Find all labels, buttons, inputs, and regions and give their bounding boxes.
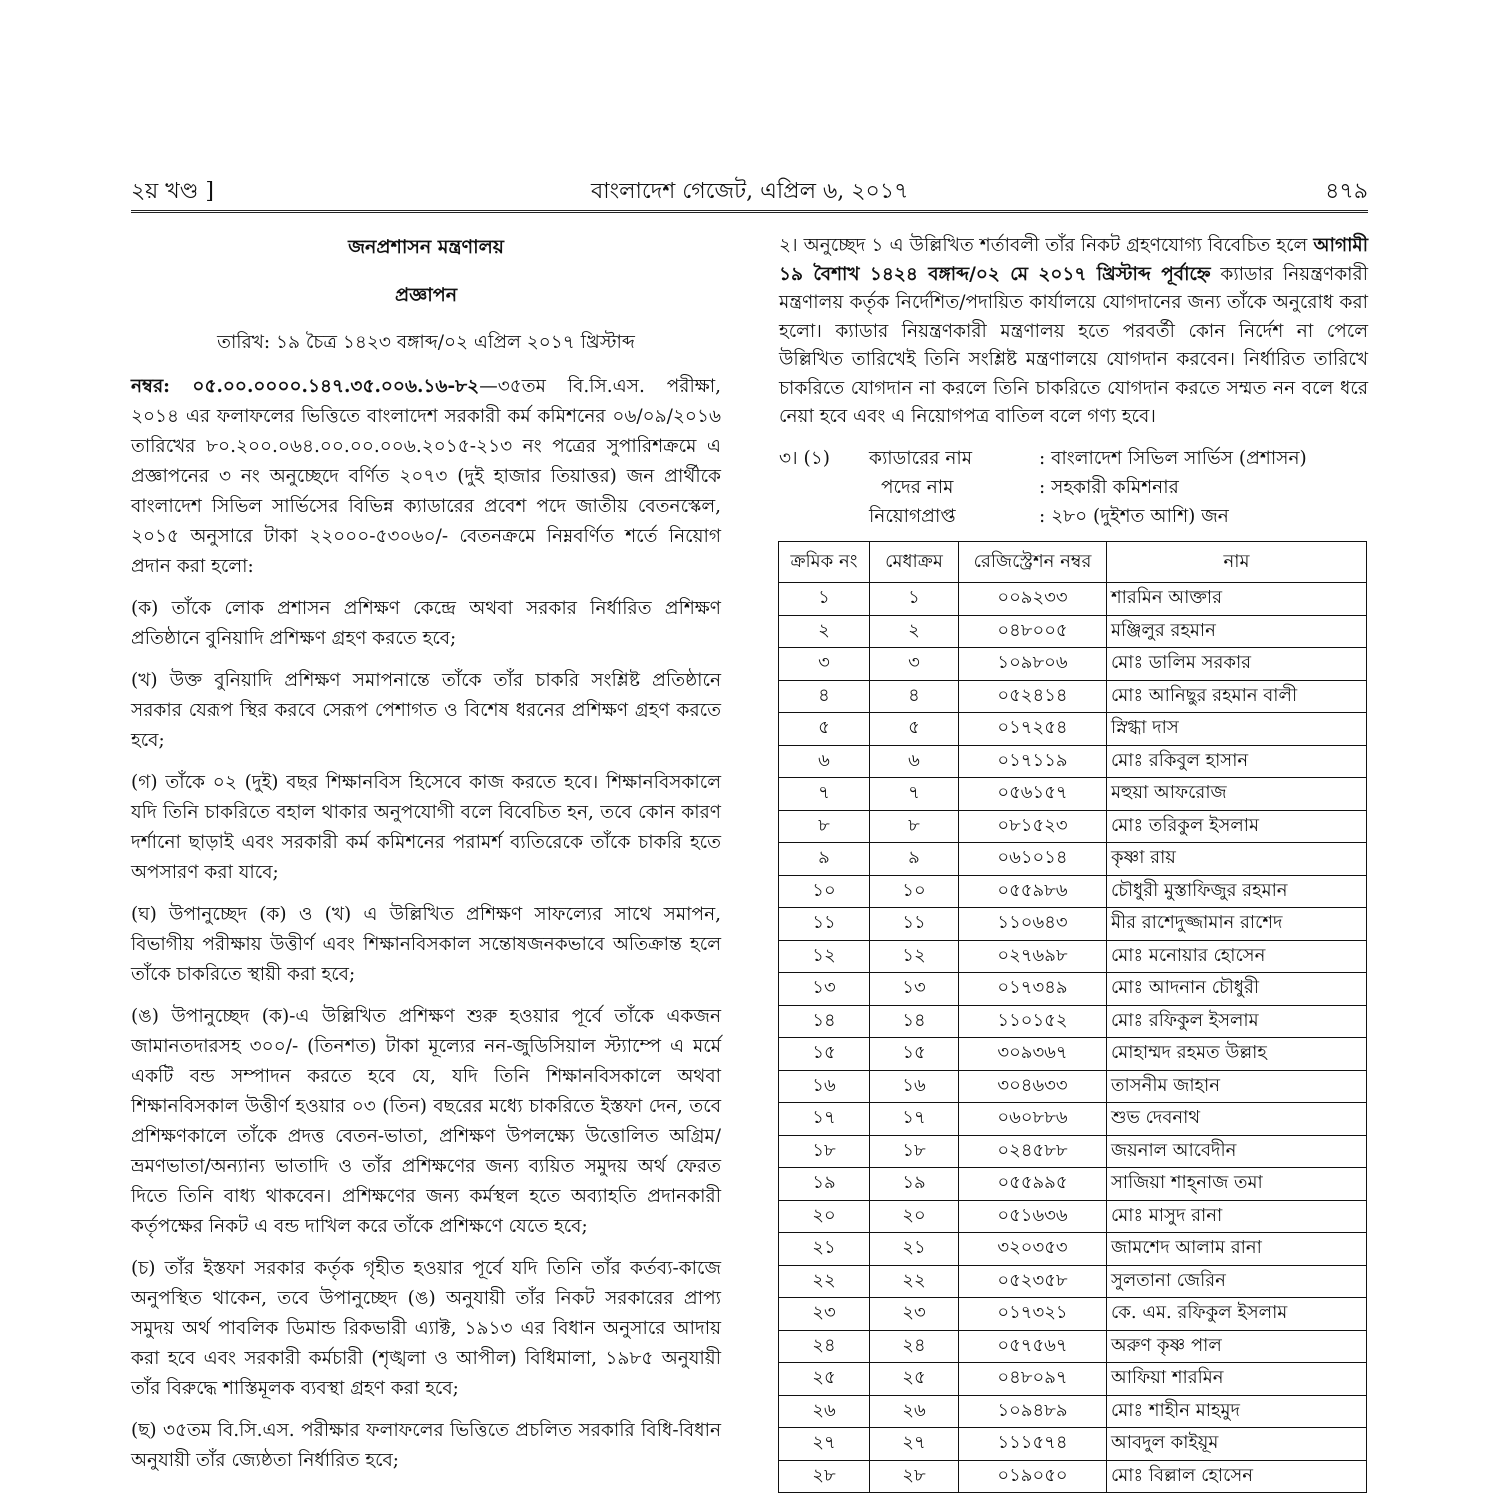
table-row [779,1428,1367,1461]
clause-1: (খ) উক্ত বুনিয়াদি প্রশিক্ষণ সমাপনান্তে তাঁকে তাঁর চাকরি সংশ্লিষ্ট প্রতিষ্ঠানে সরকার যেরূপ স্থির করবে সেরূপ পেশাগত ও বিশেষ ধরনের প্রশিক্ষণ গ্রহণ করতে হবে; [131,670,721,751]
registration-cell: ০৬০৮৮৬ [959,1103,1107,1136]
name-cell: মঞ্জিলুর রহমান [1107,615,1367,648]
registration-cell: ৩২০৩৫৩ [959,1233,1107,1266]
merit-cell: ১৫ [870,1038,959,1071]
table-row [779,713,1367,746]
serial-cell: ৬ [779,745,870,778]
merit-cell: ৭ [870,778,959,811]
serial-cell: ২৮ [779,1460,870,1493]
merit-cell: ১৭ [870,1103,959,1136]
col-merit: মেধাক্রম [870,542,959,583]
cadre-info [779,444,1368,531]
registration-cell: ১১১৫৭৪ [959,1428,1107,1461]
serial-cell: ২৫ [779,1363,870,1396]
notice-title: প্রজ্ঞাপন [394,284,458,306]
registration-cell: ০৪৮০৯৭ [959,1363,1107,1396]
serial-cell: ২৩ [779,1298,870,1331]
name-cell: মোঃ মনোয়ার হোসেন [1107,940,1367,973]
merit-cell: ১১ [870,908,959,941]
table-row [779,1038,1367,1071]
table-row [779,843,1367,876]
name-cell: তাসনীম জাহান [1107,1070,1367,1103]
registration-cell: ৩০৪৬৩৩ [959,1070,1107,1103]
registration-cell: ০৪৮০০৫ [959,615,1107,648]
serial-cell: ২৬ [779,1395,870,1428]
table-row [779,875,1367,908]
merit-cell: ২৮ [870,1460,959,1493]
name-cell: কৃষ্ণা রায় [1107,843,1367,876]
table-row [779,745,1367,778]
name-cell: সাজিয়া শাহ্‌নাজ তমা [1107,1168,1367,1201]
gazette-title: বাংলাদেশ গেজেট, এপ্রিল ৬, ২০১৭ [591,179,909,204]
notice-date: তারিখ: ১৯ চৈত্র ১৪২৩ বঙ্গাব্দ/০২ এপ্রিল ২০১৭ খ্রিস্টাব্দ [217,332,635,353]
name-cell: মীর রাশেদুজ্জামান রাশেদ [1107,908,1367,941]
name-cell: কে. এম. রফিকুল ইসলাম [1107,1298,1367,1331]
name-cell: জামশেদ আলাম রানা [1107,1233,1367,1266]
registration-cell: ০১৭২৫৪ [959,713,1107,746]
serial-cell: ১৪ [779,1005,870,1038]
serial-cell: ২৪ [779,1330,870,1363]
registration-cell: ১১০৬৪৩ [959,908,1107,941]
registration-cell: ০৫১৬৩৬ [959,1200,1107,1233]
table-row [779,1265,1367,1298]
table-row [779,1330,1367,1363]
clause-5: (চ) তাঁর ইস্তফা সরকার কর্তৃক গৃহীত হওয়ার পূর্বে যদি তিনি তাঁর কর্তব্য-কাজে অনুপস্থিত থাকেন, তবে উপানুচ্ছেদ (ঙ) অনুযায়ী তাঁর নিকট সরকারের প্রাপ্য সমুদয় অর্থ পাবলিক ডিমান্ড রিকভারী এ্যাক্ট, ১৯১৩ এর বিধান অনুসারে আদায় করা হবে এবং সরকারী কর্মচারী (শৃঙ্খলা ও আপীল) বিধিমালা, ১৯৮৫ অনুযায়ী তাঁর বিরুদ্ধে শাস্তিমূলক ব্যবস্থা গ্রহণ করা হবে; [131,1258,721,1399]
merit-cell: ৪ [870,680,959,713]
registration-cell: ০৬১০১৪ [959,843,1107,876]
serial-cell: ১৬ [779,1070,870,1103]
col-name: নাম [1107,542,1367,583]
table-row [779,583,1367,616]
registration-cell: ০০৯২৩৩ [959,583,1107,616]
table-row [779,1168,1367,1201]
registration-cell: ১০৯৮০৬ [959,648,1107,681]
merit-cell: ৫ [870,713,959,746]
reference-number: নম্বর: ০৫.০০.০০০০.১৪৭.৩৫.০০৬.১৬-৮২ [131,376,480,397]
table-row [779,615,1367,648]
name-cell: চৌধুরী মুস্তাফিজুর রহমান [1107,875,1367,908]
merit-cell: ১৪ [870,1005,959,1038]
name-cell: মহুয়া আফরোজ [1107,778,1367,811]
serial-cell: ১২ [779,940,870,973]
serial-cell: ১৮ [779,1135,870,1168]
serial-cell: ১৯ [779,1168,870,1201]
serial-cell: ১০ [779,875,870,908]
para-2-text: ২। অনুচ্ছেদ ১ এ উল্লিখিত শর্তাবলী তাঁর নিকট গ্রহণযোগ্য বিবেচিত হলে [779,235,1314,256]
serial-cell: ২১ [779,1233,870,1266]
table-row [779,1070,1367,1103]
count-value: : ২৮০ (দুইশত আশি) জন [1039,505,1229,527]
serial-cell: ২০ [779,1200,870,1233]
registration-cell: ০৫২৩৫৮ [959,1265,1107,1298]
cadre-value: : বাংলাদেশ সিভিল সার্ভিস (প্রশাসন) [1039,447,1307,469]
table-row [779,778,1367,811]
merit-cell: ২২ [870,1265,959,1298]
clause-3: (ঘ) উপানুচ্ছেদ (ক) ও (খ) এ উল্লিখিত প্রশিক্ষণ সাফল্যের সাথে সমাপন, বিভাগীয় পরীক্ষায় উত্তীর্ণ এবং শিক্ষানবিসকাল সন্তোষজনকভাবে অতিক্রান্ত হলে তাঁকে চাকরিতে স্থায়ী করা হবে; [131,904,721,985]
name-cell: মোঃ শাহীন মাহমুদ [1107,1395,1367,1428]
col-serial: ক্রমিক নং [779,542,870,583]
right-column [779,232,1368,531]
name-cell: জয়নাল আবেদীন [1107,1135,1367,1168]
table-row [779,1103,1367,1136]
merit-cell: ২০ [870,1200,959,1233]
merit-cell: ১৮ [870,1135,959,1168]
merit-cell: ৯ [870,843,959,876]
serial-cell: ১ [779,583,870,616]
table-row [779,680,1367,713]
registration-cell: ০৮১৫২৩ [959,810,1107,843]
serial-cell: ৫ [779,713,870,746]
table-row [779,908,1367,941]
para-2-text-cont: ক্যাডার নিয়ন্ত্রণকারী মন্ত্রণালয় কর্তৃক নির্দেশিত/পদায়িত কার্যালয়ে যোগদানের জন্য তাঁকে অনুরোধ করা হলো। ক্যাডার নিয়ন্ত্রণকারী মন্ত্রণালয় হতে পরবর্তী কোন নির্দেশ না পেলে উল্লিখিত তারিখেই তিনি সংশ্লিষ্ট মন্ত্রণালয়ে যোগদান করবেন। নির্ধারিত তারিখে চাকরিতে যোগদান না করলে তিনি চাকরিতে যোগদান করতে সম্মত নন বলে ধরে নেয়া হবে এবং এ নিয়োগপত্র বাতিল বলে গণ্য হবে। [779,263,1368,427]
para-2 [779,232,1368,432]
joining-date: আগামী ১৯ বৈশাখ ১৪২৪ বঙ্গাব্দ/০২ মে ২০১৭ খ্রিস্টাব্দ পূর্বাহ্নে [779,235,1368,285]
merit-cell: ৮ [870,810,959,843]
name-cell: সুলতানা জেরিন [1107,1265,1367,1298]
clauses-list [131,594,721,1476]
merit-cell: ২৪ [870,1330,959,1363]
intro-paragraph [131,372,721,582]
merit-cell: ২৫ [870,1363,959,1396]
serial-cell: ২ [779,615,870,648]
left-column [131,232,721,1488]
ministry-title: জনপ্রশাসন মন্ত্রণালয় [348,236,504,258]
name-cell: আবদুল কাইয়ূম [1107,1428,1367,1461]
registration-cell: ১১০১৫২ [959,1005,1107,1038]
name-cell: মোঃ রফিকুল ইসলাম [1107,1005,1367,1038]
registration-cell: ০২৭৬৯৮ [959,940,1107,973]
merit-cell: ২৭ [870,1428,959,1461]
name-cell: মোঃ তরিকুল ইসলাম [1107,810,1367,843]
volume-label: ২য় খণ্ড ] [131,179,214,204]
name-cell: মোঃ আনিছুর রহমান বালী [1107,680,1367,713]
page-number: ৪৭৯ [1325,179,1368,204]
table-row [779,940,1367,973]
name-cell: শুভ দেবনাথ [1107,1103,1367,1136]
registration-cell: ০৫৫৯৯৫ [959,1168,1107,1201]
col-registration: রেজিস্ট্রেশন নম্বর [959,542,1107,583]
table-row [779,1395,1367,1428]
serial-cell: ১৭ [779,1103,870,1136]
page-header [131,174,1368,208]
clause-4: (ঙ) উপানুচ্ছেদ (ক)-এ উল্লিখিত প্রশিক্ষণ শুরু হওয়ার পূর্বে তাঁকে একজন জামানতদারসহ ৩০০/- (তিনশত) টাকা মূল্যের নন-জুডিসিয়াল স্ট্যাম্পে এ মর্মে একটি বন্ড সম্পাদন করতে হবে যে, যদি তিনি শিক্ষানবিসকালে অথবা শিক্ষানবিসকাল উত্তীর্ণ হওয়ার ০৩ (তিন) বছরের মধ্যে চাকরিতে ইস্তফা দেন, তবে প্রশিক্ষণকালে তাঁকে প্রদত্ত বেতন-ভাতা, প্রশিক্ষণ উপলক্ষ্যে উত্তোলিত অগ্রিম/ভ্রমণভাতা/অন্যান্য ভাতাদি ও তাঁর প্রশিক্ষণের জন্য ব্যয়িত সমুদয় অর্থ ফেরত দিতে তিনি বাধ্য থাকবেন। প্রশিক্ষণের জন্য কর্মস্থল হতে অব্যাহতি প্রদানকারী কর্তৃপক্ষের নিকট এ বন্ড দাখিল করে তাঁকে প্রশিক্ষণে যেতে হবে; [131,1006,721,1237]
merit-cell: ১৩ [870,973,959,1006]
name-cell: মোঃ ডালিম সরকার [1107,648,1367,681]
table-row [779,648,1367,681]
registration-cell: ০১৭৩২১ [959,1298,1107,1331]
name-cell: স্নিগ্ধা দাস [1107,713,1367,746]
count-label: নিয়োগপ্রাপ্ত [869,505,956,527]
serial-cell: ২৭ [779,1428,870,1461]
appointee-table [778,541,1367,1493]
table-header-row [779,542,1367,583]
table-row [779,1298,1367,1331]
merit-cell: ২১ [870,1233,959,1266]
registration-cell: ০৫৭৫৬৭ [959,1330,1107,1363]
name-cell: আফিয়া শারমিন [1107,1363,1367,1396]
serial-cell: ৩ [779,648,870,681]
serial-cell: ২২ [779,1265,870,1298]
merit-cell: ২৩ [870,1298,959,1331]
merit-cell: ৩ [870,648,959,681]
name-cell: অরুণ কৃষ্ণ পাল [1107,1330,1367,1363]
merit-cell: ১০ [870,875,959,908]
table-row [779,973,1367,1006]
registration-cell: ১০৯৪৮৯ [959,1395,1107,1428]
merit-cell: ১৬ [870,1070,959,1103]
serial-cell: ৭ [779,778,870,811]
table-row [779,1135,1367,1168]
table-row [779,1200,1367,1233]
table-row [779,810,1367,843]
registration-cell: ০১৭১১৯ [959,745,1107,778]
table-row [779,1005,1367,1038]
merit-cell: ১২ [870,940,959,973]
name-cell: শারমিন আক্তার [1107,583,1367,616]
table-row [779,1233,1367,1266]
post-value: : সহকারী কমিশনার [1039,476,1179,498]
cadre-label: ক্যাডারের নাম [869,447,972,469]
registration-cell: ৩০৯৩৬৭ [959,1038,1107,1071]
serial-cell: ৮ [779,810,870,843]
name-cell: মোঃ মাসুদ রানা [1107,1200,1367,1233]
merit-cell: ১ [870,583,959,616]
serial-cell: ৪ [779,680,870,713]
registration-cell: ০১৯০৫০ [959,1460,1107,1493]
header-rule [131,210,1368,216]
intro-text: —৩৫তম বি.সি.এস. পরীক্ষা, ২০১৪ এর ফলাফলের ভিত্তিতে বাংলাদেশ সরকারী কর্ম কমিশনের ০৬/০৯/২০১৬ তারিখের ৮০.২০০.০৬৪.০০.০০.০০৬.২০১৫-২১৩ নং পত্রের সুপারিশক্রমে এ প্রজ্ঞাপনের ৩ নং অনুচ্ছেদে বর্ণিত ২০৭৩ (দুই হাজার তিয়াত্তর) জন প্রার্থীকে বাংলাদেশ সিভিল সার্ভিসের বিভিন্ন ক্যাডারের প্রবেশ পদে জাতীয় বেতনস্কেল, ২০১৫ অনুসারে টাকা ২২০০০-৫৩০৬০/- বেতনক্রমে নিম্নবর্ণিত শর্তে নিয়োগ প্রদান করা হলো: [131,376,722,577]
registration-cell: ০৫২৪১৪ [959,680,1107,713]
name-cell: মোঃ আদনান চৌধুরী [1107,973,1367,1006]
serial-cell: ১৩ [779,973,870,1006]
table-row [779,1460,1367,1493]
post-label: পদের নাম [881,476,954,498]
name-cell: মোঃ রকিবুল হাসান [1107,745,1367,778]
registration-cell: ০২৪৫৮৮ [959,1135,1107,1168]
table-row [779,1363,1367,1396]
registration-cell: ০৫৬১৫৭ [959,778,1107,811]
name-cell: মোহাম্মদ রহমত উল্লাহ [1107,1038,1367,1071]
serial-cell: ১১ [779,908,870,941]
serial-cell: ১৫ [779,1038,870,1071]
registration-cell: ০৫৫৯৮৬ [959,875,1107,908]
clause-0: (ক) তাঁকে লোক প্রশাসন প্রশিক্ষণ কেন্দ্রে অথবা সরকার নির্ধারিত প্রশিক্ষণ প্রতিষ্ঠানে বুনিয়াদি প্রশিক্ষণ গ্রহণ করতে হবে; [131,598,721,649]
name-cell: মোঃ বিল্লাল হোসেন [1107,1460,1367,1493]
merit-cell: ৬ [870,745,959,778]
clause-6: (ছ) ৩৫তম বি.সি.এস. পরীক্ষার ফলাফলের ভিত্তিতে প্রচলিত সরকারি বিধি-বিধান অনুযায়ী তাঁর জ্যেষ্ঠতা নির্ধারিত হবে; [131,1420,721,1471]
merit-cell: ২ [870,615,959,648]
registration-cell: ০১৭৩৪৯ [959,973,1107,1006]
merit-cell: ২৬ [870,1395,959,1428]
clause-2: (গ) তাঁকে ০২ (দুই) বছর শিক্ষানবিস হিসেবে কাজ করতে হবে। শিক্ষানবিসকালে যদি তিনি চাকরিতে বহাল থাকার অনুপযোগী বলে বিবেচিত হন, তবে কোন কারণ দর্শানো ছাড়াই এবং সরকারী কর্ম কমিশনের পরামর্শ ব্যতিরেকে তাঁকে চাকরি হতে অপসারণ করা যাবে; [131,772,721,883]
merit-cell: ১৯ [870,1168,959,1201]
serial-cell: ৯ [779,843,870,876]
section-number: ৩। (১) [779,447,830,469]
